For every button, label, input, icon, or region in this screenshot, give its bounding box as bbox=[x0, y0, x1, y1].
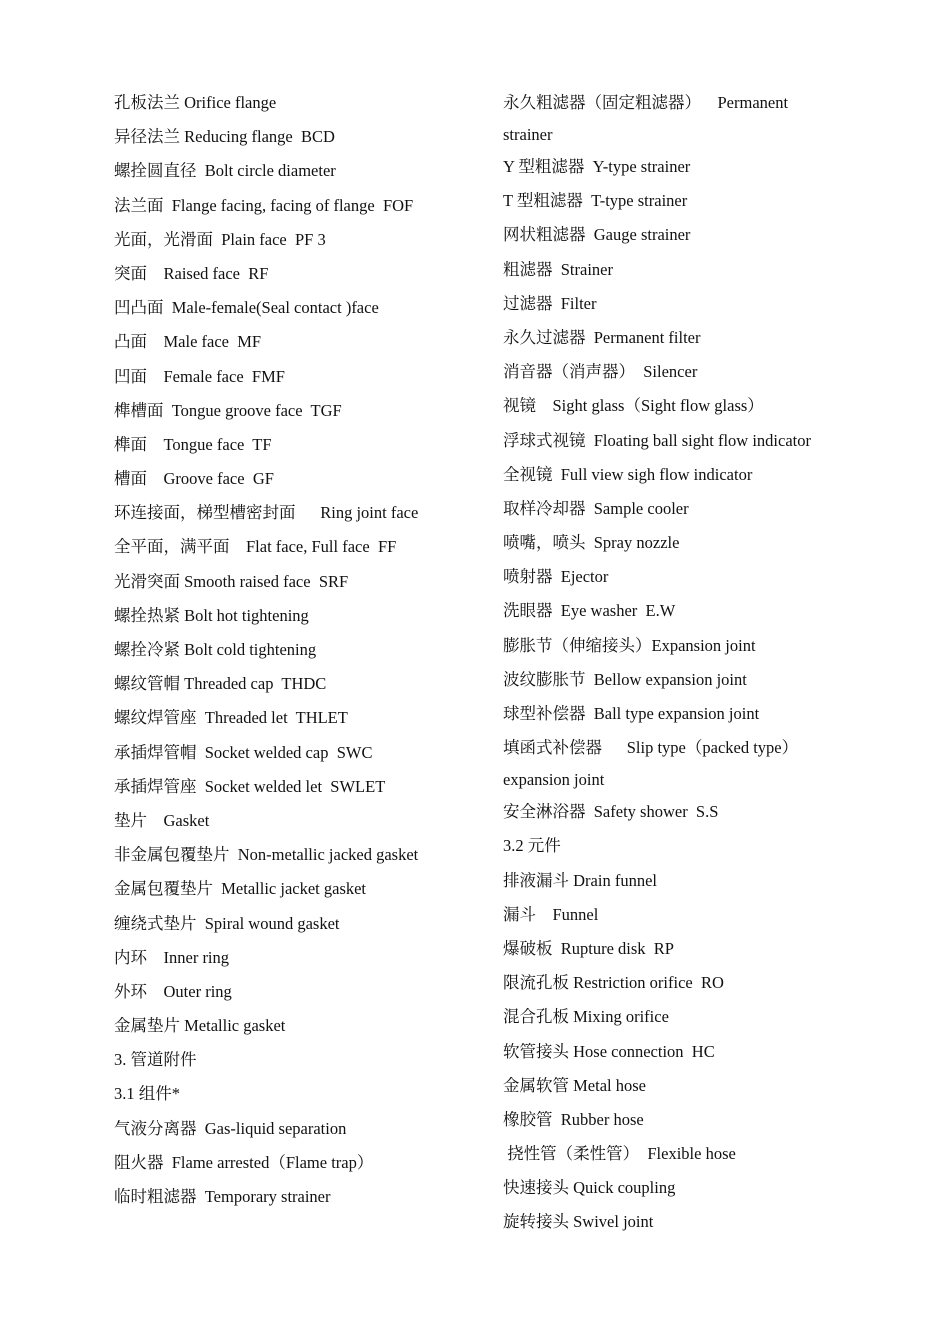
term-line: 非金属包覆垫片 Non-metallic jacked gasket bbox=[114, 845, 419, 865]
term-line: 全视镜 Full view sigh flow indicator bbox=[503, 464, 753, 484]
term-line: 挠性管（柔性管） Flexible hose bbox=[503, 1144, 736, 1164]
term-line: 凹面 Female face FMF bbox=[114, 366, 285, 386]
term-line: 填函式补偿器 Slip type（packed type） bbox=[503, 738, 799, 758]
term-line: 快速接头 Quick coupling bbox=[503, 1178, 676, 1198]
term-line: 橡胶管 Rubber hose bbox=[503, 1109, 644, 1129]
term-line: 限流孔板 Restriction orifice RO bbox=[503, 973, 724, 993]
term-line: 球型补偿器 Ball type expansion joint bbox=[503, 704, 760, 723]
term-line: 内环 Inner ring bbox=[114, 947, 230, 967]
term-line: 过滤器 Filter bbox=[503, 293, 597, 313]
term-line: 消音器（消声器） Silencer bbox=[503, 362, 698, 382]
right-column bbox=[503, 86, 843, 1240]
subsection-heading: 3.2 元件 bbox=[503, 836, 561, 856]
term-line: 螺拴圆直径 Bolt circle diameter bbox=[114, 161, 336, 181]
term-line: 粗滤器 Strainer bbox=[503, 259, 613, 279]
term-line: 螺纹焊管座 Threaded let THLET bbox=[114, 708, 348, 728]
term-line: 榫面 Tongue face TF bbox=[114, 434, 272, 454]
term-line: 永久粗滤器（固定粗滤器） Permanent bbox=[503, 93, 789, 112]
term-line: Y 型粗滤器 Y-type strainer bbox=[503, 157, 691, 176]
term-line: 光滑突面 Smooth raised face SRF bbox=[114, 571, 349, 591]
term-line: 气液分离器 Gas-liquid separation bbox=[114, 1118, 347, 1138]
term-line: 混合孔板 Mixing orifice bbox=[503, 1007, 669, 1027]
term-line: 承插焊管帽 Socket welded cap SWC bbox=[114, 742, 373, 762]
term-line: 取样冷却器 Sample cooler bbox=[503, 498, 689, 518]
term-line: 螺拴冷紧 Bolt cold tightening bbox=[114, 640, 317, 659]
term-line: 漏斗 Funnel bbox=[503, 904, 599, 924]
term-line: 金属包覆垫片 Metallic jacket gasket bbox=[114, 879, 367, 899]
term-line: 永久过滤器 Permanent filter bbox=[503, 327, 701, 347]
term-line: 异径法兰 Reducing flange BCD bbox=[114, 127, 335, 147]
left-column bbox=[114, 86, 474, 1214]
term-line: 垫片 Gasket bbox=[114, 810, 210, 830]
term-line: 缠绕式垫片 Spiral wound gasket bbox=[114, 913, 340, 933]
term-line: 承插焊管座 Socket welded let SWLET bbox=[114, 776, 386, 796]
term-line: 网状粗滤器 Gauge strainer bbox=[503, 225, 691, 245]
term-line: 全平面，满平面 Flat face, Full face FF bbox=[114, 537, 397, 557]
term-line: 光面，光滑面 Plain face PF 3 bbox=[114, 229, 326, 249]
term-line: 浮球式视镜 Floating ball sight flow indicator bbox=[503, 430, 811, 450]
term-line: 波纹膨胀节 Bellow expansion joint bbox=[503, 669, 747, 689]
term-line: 软管接头 Hose connection HC bbox=[503, 1041, 715, 1061]
term-line-continuation: strainer bbox=[503, 125, 553, 144]
term-line: 金属软管 Metal hose bbox=[503, 1075, 646, 1095]
term-line: 喷射器 Ejector bbox=[503, 567, 609, 587]
term-line: T 型粗滤器 T-type strainer bbox=[503, 191, 688, 211]
term-line: 凹凸面 Male-female(Seal contact )face bbox=[114, 298, 379, 318]
subsection-heading: 3.1 组件* bbox=[114, 1084, 180, 1104]
term-line: 法兰面 Flange facing, facing of flange FOF bbox=[114, 195, 414, 215]
term-line: 孔板法兰 Orifice flange bbox=[114, 93, 277, 112]
term-line: 榫槽面 Tongue groove face TGF bbox=[114, 400, 342, 420]
term-line: 螺拴热紧 Bolt hot tightening bbox=[114, 605, 309, 625]
term-line: 安全淋浴器 Safety shower S.S bbox=[503, 802, 719, 822]
term-line: 螺纹管帽 Threaded cap THDC bbox=[114, 674, 327, 694]
section-heading: 3. 管道附件 bbox=[114, 1050, 197, 1070]
term-line: 外环 Outer ring bbox=[114, 981, 232, 1001]
term-line: 洗眼器 Eye washer E.W bbox=[503, 601, 676, 621]
term-line: 喷嘴，喷头 Spray nozzle bbox=[503, 533, 680, 553]
term-line: 旋转接头 Swivel joint bbox=[503, 1212, 654, 1232]
term-line: 环连接面，梯型槽密封面 Ring joint face bbox=[114, 503, 419, 523]
term-line: 金属垫片 Metallic gasket bbox=[114, 1016, 286, 1036]
term-line: 槽面 Groove face GF bbox=[114, 469, 274, 489]
term-line: 排液漏斗 Drain funnel bbox=[503, 870, 657, 890]
term-line: 阻火器 Flame arrested（Flame trap） bbox=[114, 1152, 374, 1172]
term-line: 突面 Raised face RF bbox=[114, 263, 269, 283]
term-line: 爆破板 Rupture disk RP bbox=[503, 938, 674, 958]
term-line: 凸面 Male face MF bbox=[114, 332, 262, 352]
term-line: 视镜 Sight glass（Sight flow glass） bbox=[503, 396, 764, 416]
term-line: 膨胀节（伸缩接头）Expansion joint bbox=[503, 635, 756, 655]
term-line-continuation: expansion joint bbox=[503, 770, 605, 790]
term-line: 临时粗滤器 Temporary strainer bbox=[114, 1187, 331, 1206]
